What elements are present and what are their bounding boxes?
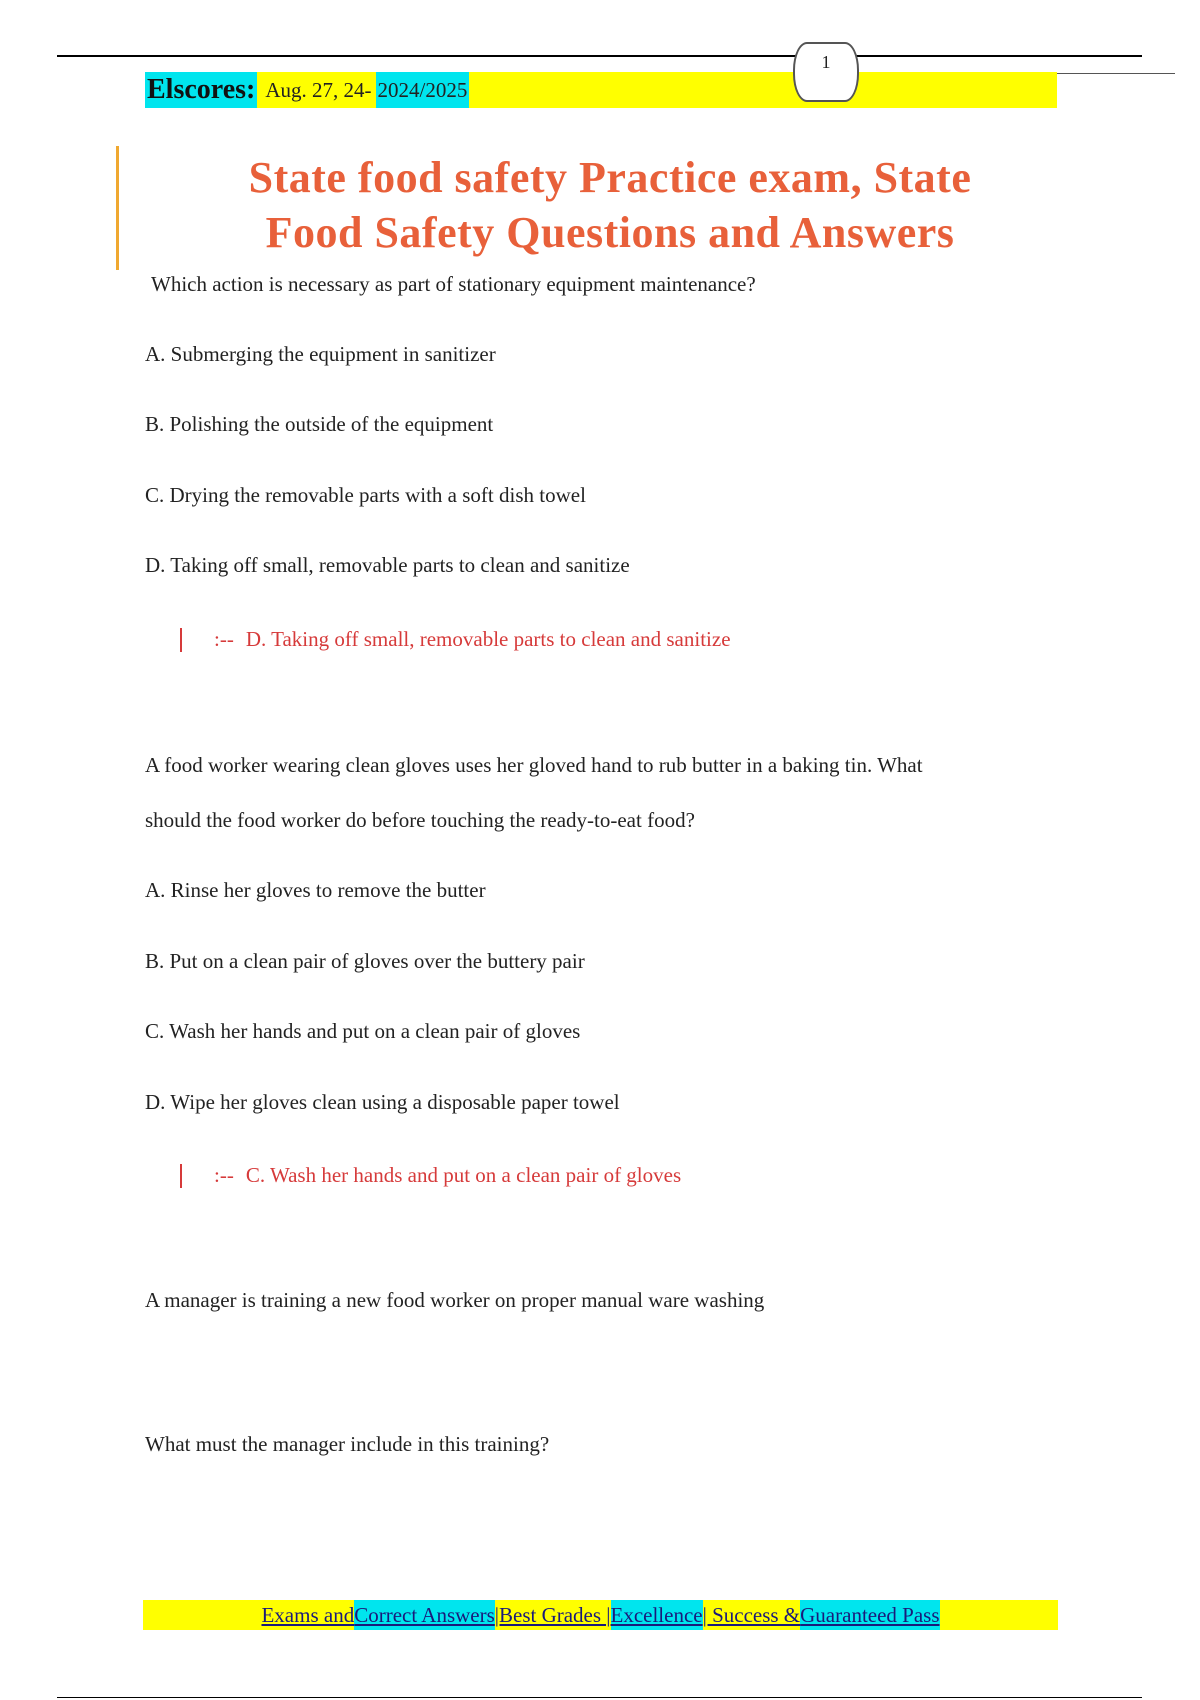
page-title (150, 150, 1070, 260)
question-2-answer (180, 1163, 681, 1188)
header-bar (145, 72, 1057, 108)
question-2-answer-text: C. Wash her hands and put on a clean pair of gloves (245, 1163, 682, 1187)
question-2-option-b: B. Put on a clean pair of gloves over the buttery pair (145, 949, 585, 973)
footer-link-excellence[interactable]: Excellence (611, 1600, 703, 1630)
page-number-badge (793, 42, 859, 102)
footer-link-best-grades[interactable]: |Best Grades | (494, 1603, 611, 1627)
footer-link-exams[interactable]: Exams and (261, 1603, 355, 1627)
question-2-prompt-line-2: should the food worker do before touching the ready-to-eat food? (145, 808, 695, 832)
answer-marker: :-- (214, 1163, 234, 1187)
question-2-option-d: D. Wipe her gloves clean using a disposable paper towel (145, 1090, 620, 1114)
question-1-option-d: D. Taking off small, removable parts to clean and sanitize (145, 553, 630, 577)
question-2-prompt-line-1: A food worker wearing clean gloves uses her gloved hand to rub butter in a baking tin. What (145, 753, 923, 777)
bottom-rule (57, 1697, 1142, 1698)
question-2-option-a: A. Rinse her gloves to remove the butter (145, 878, 486, 902)
title-accent-bar (116, 146, 119, 270)
answer-marker: :-- (214, 627, 234, 651)
page-number: 1 (821, 52, 831, 72)
header-date: Aug. 27, 24- (265, 78, 372, 102)
question-1-answer-text: D. Taking off small, removable parts to clean and sanitize (245, 627, 731, 651)
header-brand: Elscores: (145, 72, 257, 108)
question-3-prompt-line-2: What must the manager include in this training? (145, 1432, 550, 1456)
answer-marker-bar (180, 628, 182, 652)
page-title-line-2: Food Safety Questions and Answers (265, 208, 955, 257)
question-3-prompt-line-1: A manager is training a new food worker on proper manual ware washing (145, 1288, 765, 1312)
footer-bar (143, 1600, 1058, 1630)
answer-marker-bar (180, 1164, 182, 1188)
footer-link-correct-answers[interactable]: Correct Answers (354, 1600, 495, 1630)
question-1-option-c: C. Drying the removable parts with a soft dish towel (145, 483, 586, 507)
page-title-line-1: State food safety Practice exam, State (248, 153, 972, 202)
question-1-option-b: B. Polishing the outside of the equipment (145, 412, 494, 436)
question-1-prompt: Which action is necessary as part of stationary equipment maintenance? (151, 272, 756, 296)
question-1-option-a: A. Submerging the equipment in sanitizer (145, 342, 496, 366)
question-2-option-c: C. Wash her hands and put on a clean pair of gloves (145, 1019, 581, 1043)
top-rule (57, 55, 1142, 57)
question-1-answer (180, 627, 731, 652)
header-year: 2024/2025 (376, 72, 470, 108)
footer-link-success[interactable]: | Success & (702, 1603, 801, 1627)
footer-link-guaranteed-pass[interactable]: Guaranteed Pass (800, 1600, 939, 1630)
